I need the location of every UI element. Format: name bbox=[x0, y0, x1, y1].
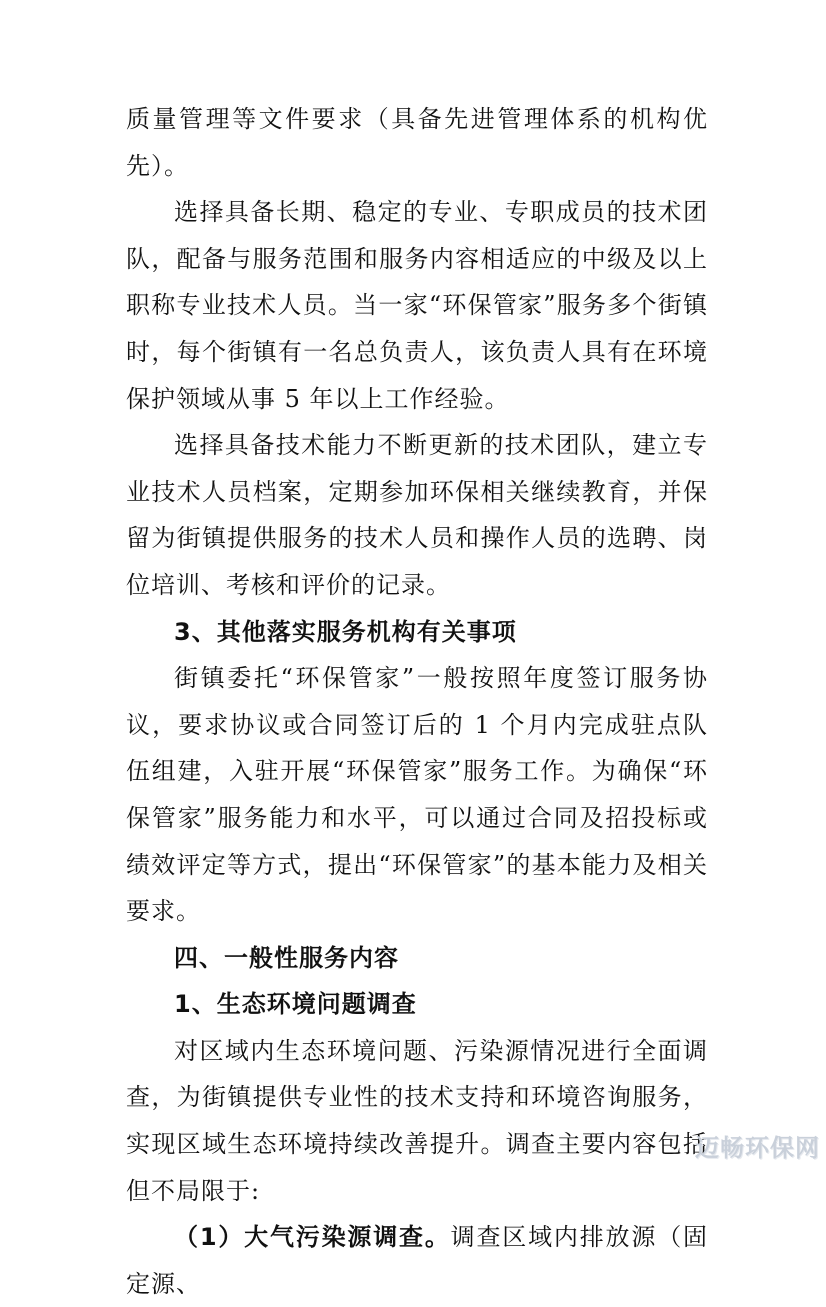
paragraph-continuation: 质量管理等文件要求（具备先进管理体系的机构优先）。 bbox=[126, 105, 708, 180]
paragraph-entrustment: 街镇委托“环保管家”一般按照年度签订服务协议，要求协议或合同签订后的 1 个月内完成驻点队伍组建，入驻开展“环保管家”服务工作。为确保“环保管家”服务能力和水平，可以通过合同及招投标或绩效评定等方式，提出“环保管家”的基本能力及相关要求。 bbox=[126, 664, 708, 926]
section-heading-eco-survey: 1、生态环境问题调查 bbox=[174, 990, 417, 1019]
air-pollution-lead: （1）大气污染源调查。 bbox=[174, 1223, 451, 1252]
air-pollution-text: 调查区域内排放源（固定源、 bbox=[126, 1223, 709, 1298]
chapter-heading-general-services: 四、一般性服务内容 bbox=[174, 943, 399, 972]
paragraph-survey-intro: 对区域内生态环境问题、污染源情况进行全面调查，为街镇提供专业性的技术支持和环境咨询服务，实现区域生态环境持续改善提升。调查主要内容包括但不局限于: bbox=[126, 1036, 708, 1205]
site-watermark: 迈畅环保网 bbox=[695, 1134, 820, 1162]
paragraph-team-requirements: 选择具备长期、稳定的专业、专职成员的技术团队，配备与服务范围和服务内容相适应的中级及以上职称专业技术人员。当一家“环保管家”服务多个街镇时，每个街镇有一名总负责人，该负责人具有在环境保护领域从事 5 年以上工作经验。 bbox=[126, 198, 708, 413]
paragraph-technical-capability: 选择具备技术能力不断更新的技术团队，建立专业技术人员档案，定期参加环保相关继续教育，并保留为街镇提供服务的技术人员和操作人员的选聘、岗位培训、考核和评价的记录。 bbox=[126, 431, 708, 599]
document-page bbox=[126, 96, 708, 1307]
paragraph-air-pollution-survey bbox=[126, 1214, 708, 1307]
section-heading-other-matters: 3、其他落实服务机构有关事项 bbox=[174, 617, 517, 646]
